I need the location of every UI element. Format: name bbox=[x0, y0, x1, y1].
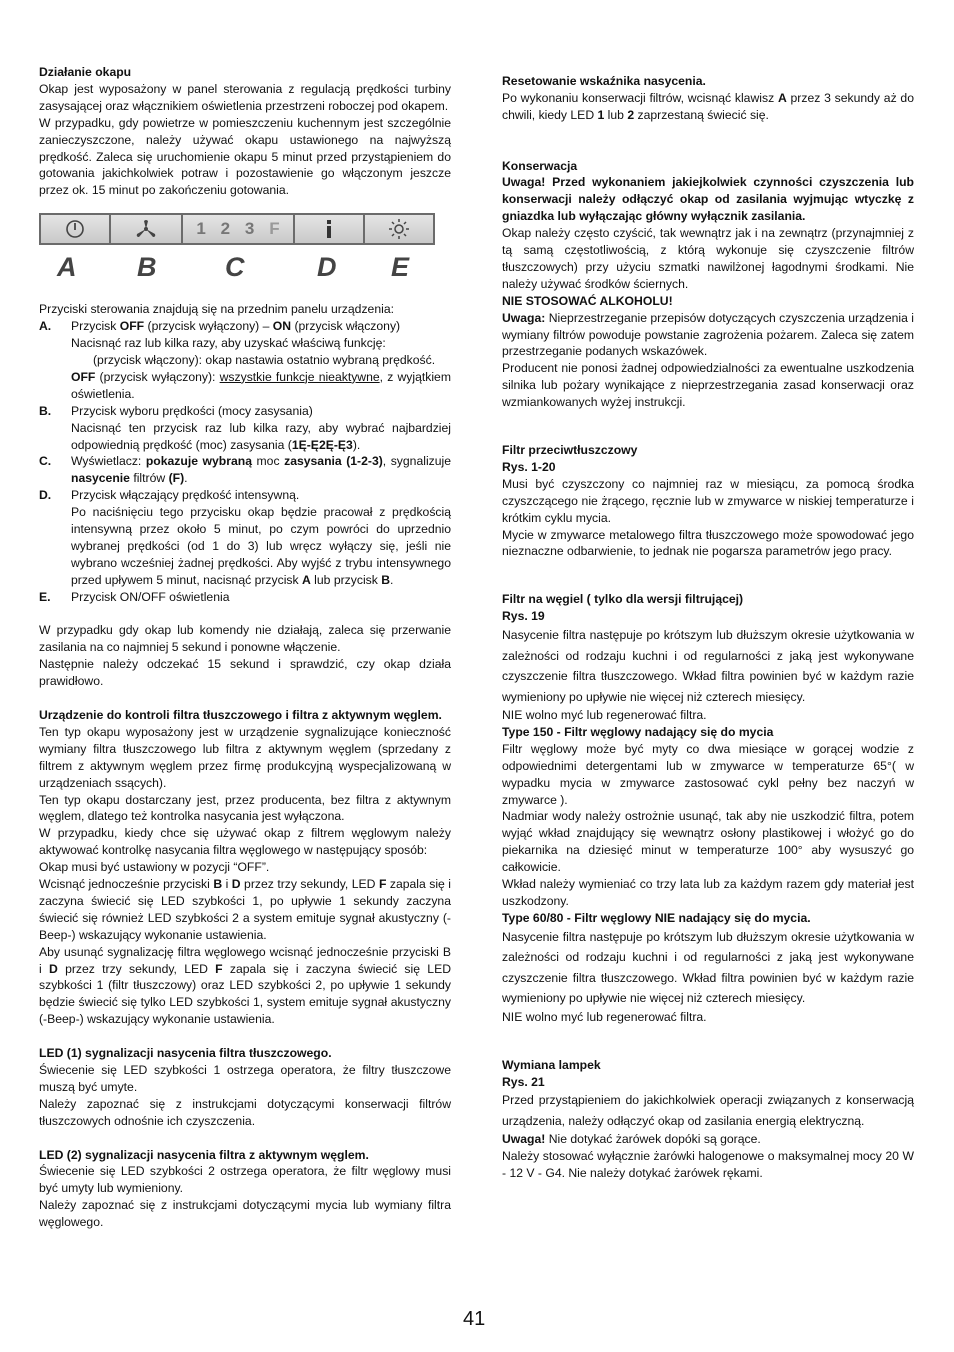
section-title: Resetowanie wskaźnika nasycenia. bbox=[502, 74, 706, 88]
left-column: Działanie okapu Okap jest wyposażony w panel sterowania z regulacją prędkości turbiny zasysającej oraz włącznikiem oświetlenia przestrzeni roboczej pod okapem. W przypadku, gdy powietrze w pomieszczeniu kuchennym jest szczególnie zanieczyszczone, należy używać okapu ustawionego na najwyższą prędkość. Zaleca się uruchomienie okapu 5 minut przed przystąpieniem do gotowania jakichkolwiek potraw i pozostawienie go włączonym jeszcze przez ok. 15 minut po zakończeniu gotowania. 1 2 3 F A B C D E Przyciski sterowania znajdują się na przednim panelu urządzenia: A. Przycisk OFF (przycisk wyłączony) – ON (przycisk włączony) Nacisnąć raz lub kilka razy, aby uzyskać właściwą funkcję: (przycisk włączony): okap nastawia ostatnio wybraną prędkość. OFF (przycisk wyłączony): wszystkie funkcje nieaktywne, z wyjątkiem oświetlenia. B. Przycisk wyboru prędkości (mocy zasysania) Nacisnąć ten przycisk raz lub kilka razy, aby wybrać najbardziej odpowiednią prędkość (moc) zasysania (1Ę-Ę2Ę-Ę3). C. Wyświetlacz: pokazuje wybraną moc zasysania (1-2-3), sygnalizuje nasycenie filtrów (F). D. Przycisk włączający prędkość intensywną. Po naciśnięciu tego przycisku okap będzie pracował z prędkością intensywną przez około 5 minut, po czym powróci do uprzednio wybranej prędkości (od 1 do 3) lub wręcz wyłączy się, jeśli nie wybrano wcześniej żadnej prędkości. Aby wyjść z trybu intensywnego przed upływem 5 minut, nacisnąć przycisk A lub przycisk B. E. Przycisk ON/OFF oświetlenia W przypadku gdy okap lub komendy nie działają, zaleca się przerwanie zasilania na co najmniej 5 sekund i ponowne włączenie. Następnie należy odczekać 15 sekund i sprawdzić, czy okap działa prawidłowo. Urządzenie do kontroli filtra tłuszczowego i filtra z aktywnym węglem. Ten typ okapu wyposażony jest w urządzenie sygnalizujące konieczność wymiany filtra tłuszczowego lub filtra z aktywnym węglem (sprzedany z filtrem z aktywnym węglem przez firmę produkcyjną wyspecjalizowaną w urządzeniach ssących). Ten typ okapu dostarczany jest, przez producenta, bez filtra z aktywnym węglem, dlatego też kontrolka nasycania jest wyłączona. W przypadku, kiedy chce się używać okap z filtrem węglowym należy aktywować kontrolkę nasycania filtra węglowego w następujący sposób: Okap musi być ustawiony w pozycji “OFF”. Wcisnąć jednocześnie przyciski B i D przez trzy sekundy, LED F zapala się i zaczyna świecić się LED szybkości 1, po upływie 1 sekundy zaczyna świecić się również LED szybkości 2 a system emituje sygnał akustyczny (-Beep-) wskazujący wykonanie ustawienia. Aby usunąć sygnalizację filtra węglowego wcisnąć jednocześnie przyciski B i D przez trzy sekundy, LED F zapala się i zaczyna świecić się LED szybkości 1 (filtr tłuszczowy) oraz LED szybkości 2, po upływie 1 sekundy będzie świecić się tylko LED szybkości 1, system emituje sygnał akustyczny (-Beep-) wskazujący wykonanie ustawienia. LED (1) sygnalizacji nasycenia filtra tłuszczowego. Świecenie się LED szybkości 1 ostrzega operatora, że filtry tłuszczowe muszą być umyte. Należy zapoznać się z instrukcjami dotyczącymi konserwacji filtrów tłuszczowych odnośnie ich czyszczenia. LED (2) sygnalizacji nasycenia filtra z aktywnym węglem. Świecenie się LED szybkości 2 ostrzega operatora, że filtr węglowy musi być umyty lub wymieniony. Należy zapoznać się z instrukcjami dotyczącymi mycia lub wymiany filtra węglowego. bbox=[39, 65, 452, 1230]
info-i-icon bbox=[324, 219, 334, 239]
figure-ref: Rys. 19 bbox=[502, 609, 545, 624]
section-title: Konserwacja bbox=[502, 158, 578, 173]
letter-b: B bbox=[137, 252, 157, 283]
letter-c: C bbox=[225, 252, 245, 283]
section-title: Filtr przeciwtłuszczowy bbox=[502, 442, 638, 457]
control-panel-bar bbox=[39, 213, 435, 245]
letter-d: D bbox=[317, 252, 337, 283]
list-item-b: B. Przycisk wyboru prędkości (mocy zasysania) bbox=[39, 403, 313, 418]
paragraph: Następnie należy odczekać 15 sekund i sprawdzić, czy okap działa prawidłowo. bbox=[39, 657, 451, 689]
right-column: Resetowanie wskaźnika nasycenia. Po wykonaniu konserwacji filtrów, wcisnąć klawisz A przez 3 sekundy aż do chwili, kiedy LED 1 lub 2 zaprzestaną świecić się. Konserwacja Uwaga! Przed wykonaniem jakiejkolwiek czynności czyszczenia lub konserwacji należy odłączyć okap od zasilania wyjmując wtyczkę z gniazdka lub wyłączając główny wyłącznik zasilania. Okap należy często czyścić, tak wewnątrz jak i na zewnątrz (przynajmniej z tą samą częstotliwością, z którą wykonuje się czyszczenie filtrów tłuszczowych) przy użyciu szmatki nawilżonej łagodnymi środkami. Nie należy używać środków ściernych. NIE STOSOWAĆ ALKOHOLU! Uwaga: Nieprzestrzeganie przepisów dotyczących czyszczenia urządzenia i wymiany filtrów powoduje powstanie zagrożenia pożarem. Zaleca się zatem przestrzeganie podanych wskazówek. Producent nie ponosi żadnej odpowiedzialności za ewentualne uszkodzenia silnika lub pożary wynikające z nieprzestrzegania zasad konserwacji oraz wzmiankowanych wyżej instrukcji. Filtr przeciwtłuszczowy Rys. 1-20 Musi być czyszczony co najmniej raz w miesiącu, za pomocą środka czyszczącego nie żrącego, ręcznie lub w zmywarce w niskiej temperaturze i krótkim cyklu mycia. Mycie w zmywarce metalowego filtra tłuszczowego może spowodować jego nieznaczne odbarwienie, to jednak nie pogarsza parametrów jego pracy. Filtr na węgiel ( tylko dla wersji filtrującej) Rys. 19 Nasycenie filtra następuje po krótszym lub dłuższym okresie użytkowania w zależności od rodzaju kuchni i od regularności z jaką jest wykonywane czyszczenie filtra tłuszczowego. Wkład filtra powinien być w każdym razie wymieniony po upływie nie więcej niż czterech miesięcy. NIE wolno myć lub regenerować filtra. Type 150 - Filtr węglowy nadający się do mycia Filtr węglowy może być myty co dwa miesiące w gorącej wodzie z odpowiednimi detergentami lub w zmywarce w temperaturze 65°( w wypadku mycia w zmywarce zastosować cykl pełny bez naczyń w zmywarce ). Nadmiar wody należy ostrożnie usunąć, tak aby nie uszkodzić filtra, potem wyjąć wkład znajdujący się wewnątrz osłony plastikowej i włożyć go do piekarnika na dziesięć minut w temperaturze 100° aby wysuszyć go całkowicie. Wkład należy wymieniać co trzy lata lub za każdym razem gdy materiał jest uszkodzony. Type 60/80 - Filtr węglowy NIE nadający się do mycia. Nasycenie filtra następuje po krótszym lub dłuższym okresie użytkowania w zależności od rodzaju kuchni i od regularności z jaką jest wykonywane czyszczenie filtra tłuszczowego. Wkład filtra powinien być w każdym razie wymieniony po upływie nie więcej niż czterech miesięcy. NIE wolno myć lub regenerować filtra. Wymiana lampek Rys. 21 Przed przystąpieniem do jakichkolwiek operacji związanych z konserwacją urządzenia, należy odłączyć okap od zasilania energią elektryczną. Uwaga! Nie dotykać żarówek dopóki są gorące. Należy stosować wyłącznie żarówki halogenowe o maksymalnej mocy 20 W - 12 V - G4. Nie należy dotykać żarówek rękami. bbox=[502, 74, 914, 1181]
section-title: Działanie okapu bbox=[39, 65, 132, 79]
section-title: Filtr na węgiel ( tylko dla wersji filtrującej) bbox=[502, 592, 744, 607]
display-segment bbox=[183, 215, 295, 243]
list-item-e: E. Przycisk ON/OFF oświetlenia bbox=[39, 589, 230, 604]
light-button-segment bbox=[365, 215, 433, 243]
section-title: LED (2) sygnalizacji nasycenia filtra z aktywnym węglem. bbox=[39, 1147, 369, 1162]
speed-digit-3: 3 bbox=[244, 218, 255, 238]
list-item-d: D. Przycisk włączający prędkość intensywną. bbox=[39, 488, 300, 503]
warning-text: Uwaga! Przed wykonaniem jakiejkolwiek czynności czyszczenia lub konserwacji należy odłączyć okap od zasilania wyjmując wtyczkę z gniazdka lub wyłączając główny wyłącznik zasilania. bbox=[502, 175, 914, 224]
paragraph: W przypadku, gdy powietrze w pomieszczeniu kuchennym jest szczególnie zanieczyszczone, należy używać okapu ustawionego na najwyższą prędkość. Zaleca się uruchomienie okapu 5 minut przed przystąpieniem do gotowania jakichkolwiek potraw i pozostawienie go włączonym jeszcze przez ok. 15 minut po zakończeniu gotowania. bbox=[39, 115, 451, 198]
intensive-button-segment bbox=[295, 215, 365, 243]
section-title: Wymiana lampek bbox=[502, 1057, 601, 1072]
no-alcohol-warning: NIE STOSOWAĆ ALKOHOLU! bbox=[502, 293, 673, 308]
page-number: 41 bbox=[463, 1308, 486, 1330]
fan-icon bbox=[133, 219, 159, 239]
list-item-c: C. Wyświetlacz: pokazuje wybraną moc zasysania (1-2-3), sygnalizuje nasycenie filtrów (F). bbox=[39, 454, 452, 486]
paragraph: W przypadku gdy okap lub komendy nie działają, zaleca się przerwanie zasilania na co najmniej 5 sekund i ponowne włączenie. bbox=[39, 623, 451, 655]
list-item-a: A. Przycisk OFF (przycisk wyłączony) – ON (przycisk włączony) bbox=[39, 319, 401, 334]
paragraph: Przyciski sterowania znajdują się na przednim panelu urządzenia: bbox=[39, 302, 394, 317]
filter-indicator-f: F bbox=[269, 218, 280, 238]
figure-ref: Rys. 1-20 bbox=[502, 459, 556, 474]
paragraph: Okap jest wyposażony w panel sterowania z regulacją prędkości turbiny zasysającej oraz włącznikiem oświetlenia przestrzeni roboczej pod okapem. bbox=[39, 81, 451, 113]
speed-digit-1: 1 bbox=[196, 218, 206, 238]
power-button-segment bbox=[41, 215, 111, 243]
letter-a: A bbox=[57, 252, 77, 283]
power-icon bbox=[64, 218, 86, 240]
section-title: Urządzenie do kontroli filtra tłuszczowego i filtra z aktywnym węglem. bbox=[39, 707, 442, 722]
subsection-title: Type 150 - Filtr węglowy nadający się do mycia bbox=[502, 724, 774, 739]
panel-letters bbox=[39, 252, 435, 285]
section-title: LED (1) sygnalizacji nasycenia filtra tłuszczowego. bbox=[39, 1046, 332, 1061]
letter-e: E bbox=[391, 252, 410, 283]
fan-button-segment bbox=[111, 215, 183, 243]
light-bulb-icon bbox=[387, 217, 411, 241]
control-panel-illustration bbox=[39, 213, 451, 283]
subsection-title: Type 60/80 - Filtr węglowy NIE nadający się do mycia. bbox=[502, 910, 811, 925]
figure-ref: Rys. 21 bbox=[502, 1074, 545, 1089]
speed-digit-2: 2 bbox=[220, 218, 231, 238]
